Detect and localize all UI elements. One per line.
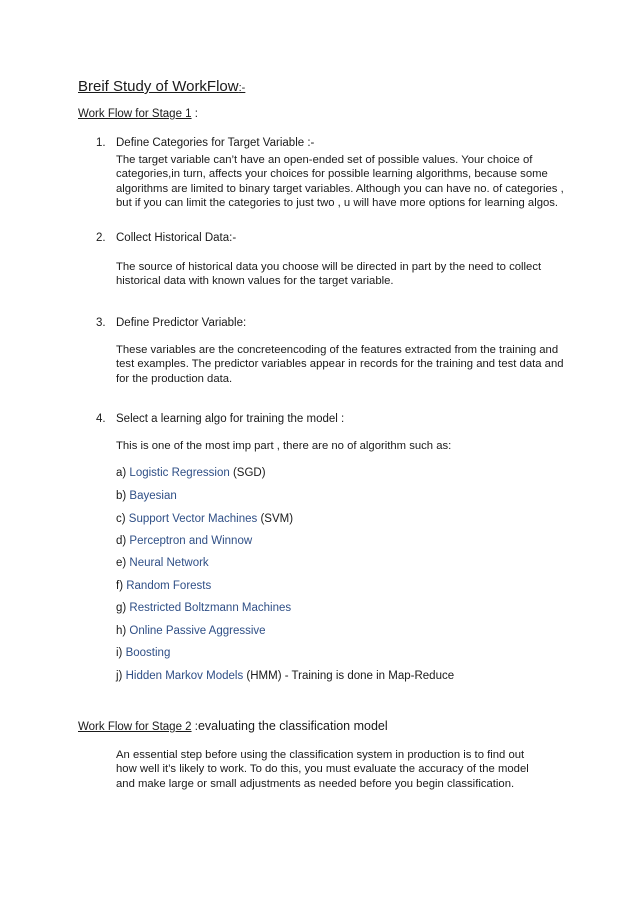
body-line: for the production data. <box>116 372 233 385</box>
algo-link[interactable]: Online Passive Aggressive <box>129 625 266 637</box>
body-line: categories,in turn, affects your choices for possible learning algorithms, because some <box>116 168 548 181</box>
item-number: 3. <box>96 317 106 329</box>
item-number: 1. <box>96 137 106 149</box>
item-number: 2. <box>96 232 106 244</box>
stage2-suffix: : <box>191 721 198 733</box>
stage2-title: evaluating the classification model <box>197 719 388 733</box>
stage2-heading <box>78 719 388 733</box>
algorithm-item <box>116 647 170 659</box>
algo-prefix: b) <box>116 490 130 502</box>
algorithm-item <box>116 467 266 479</box>
algo-prefix: j) <box>116 670 126 682</box>
algorithm-item <box>116 535 252 547</box>
item-2-body <box>116 260 556 289</box>
body-line: This is one of the most imp part , there are no of algorithm such as: <box>116 440 452 452</box>
algorithm-item <box>116 670 454 682</box>
algorithm-item <box>116 557 209 569</box>
stage1-suffix: : <box>191 108 198 120</box>
stage1-label: Work Flow for Stage 1 <box>78 108 192 120</box>
algo-prefix: a) <box>116 467 130 479</box>
algo-suffix: (SGD) <box>229 467 266 479</box>
body-line: The target variable can’t have an open-ended set of possible values. Your choice of <box>116 154 533 166</box>
stage2-body <box>116 748 556 791</box>
body-line: and make large or small adjustments as needed before you begin classification. <box>116 777 515 790</box>
body-line: test examples. The predictor variables appear in records for the training and test data and <box>116 358 564 371</box>
algo-prefix: f) <box>116 580 127 592</box>
algo-prefix: e) <box>116 557 130 569</box>
title-text: Breif Study of WorkFlow <box>78 78 239 95</box>
algo-link[interactable]: Perceptron and Winnow <box>129 535 253 547</box>
algo-suffix: (HMM) - Training is done in Map-Reduce <box>243 670 455 682</box>
algo-link[interactable]: Hidden Markov Models <box>125 670 244 682</box>
algo-link[interactable]: Boosting <box>125 647 171 659</box>
algo-link[interactable]: Restricted Boltzmann Machines <box>129 602 292 614</box>
item-title: Define Categories for Target Variable :- <box>116 137 315 149</box>
algorithm-item <box>116 602 291 614</box>
algo-prefix: h) <box>116 625 130 637</box>
title-suffix: :- <box>238 82 246 94</box>
item-4-heading <box>96 413 344 425</box>
item-3-heading <box>96 317 246 329</box>
document-title <box>78 78 245 95</box>
body-line: The source of historical data you choose will be directed in part by the need to collect <box>116 261 542 273</box>
algo-prefix: d) <box>116 535 130 547</box>
algo-link[interactable]: Random Forests <box>126 580 212 592</box>
algo-link[interactable]: Neural Network <box>129 557 209 569</box>
algo-prefix: g) <box>116 602 130 614</box>
body-line: These variables are the concreteencoding of the features extracted from the training and <box>116 344 559 356</box>
item-4-body <box>116 439 556 453</box>
body-line: historical data with known values for the target variable. <box>116 275 394 288</box>
algo-prefix: c) <box>116 513 129 525</box>
item-3-body <box>116 343 564 386</box>
algo-link[interactable]: Bayesian <box>129 490 177 502</box>
body-line: but if you can limit the categories to just two , u will have more options for learning algos. <box>116 197 559 210</box>
item-2-heading <box>96 232 236 244</box>
item-title: Collect Historical Data:- <box>116 232 237 244</box>
body-line: algorithms are limited to binary target variables. Although you can have no. of categories , <box>116 182 564 195</box>
algo-link[interactable]: Support Vector Machines <box>128 513 258 525</box>
algo-link[interactable]: Logistic Regression <box>129 467 230 479</box>
stage1-heading <box>78 108 198 120</box>
algorithm-item <box>116 490 177 502</box>
item-1-heading <box>96 137 314 149</box>
body-line: how well it’s likely to work. To do this, you must evaluate the accuracy of the model <box>116 763 529 776</box>
algorithm-item <box>116 513 293 525</box>
stage2-label: Work Flow for Stage 2 <box>78 721 192 733</box>
item-title: Define Predictor Variable: <box>116 317 247 329</box>
item-1-body <box>116 153 564 211</box>
algo-prefix: i) <box>116 647 126 659</box>
algorithm-item <box>116 580 211 592</box>
algo-suffix: (SVM) <box>257 513 294 525</box>
algorithm-item <box>116 625 266 637</box>
item-title: Select a learning algo for training the model : <box>116 413 345 425</box>
body-line: An essential step before using the classification system in production is to find out <box>116 749 525 761</box>
item-number: 4. <box>96 413 106 425</box>
